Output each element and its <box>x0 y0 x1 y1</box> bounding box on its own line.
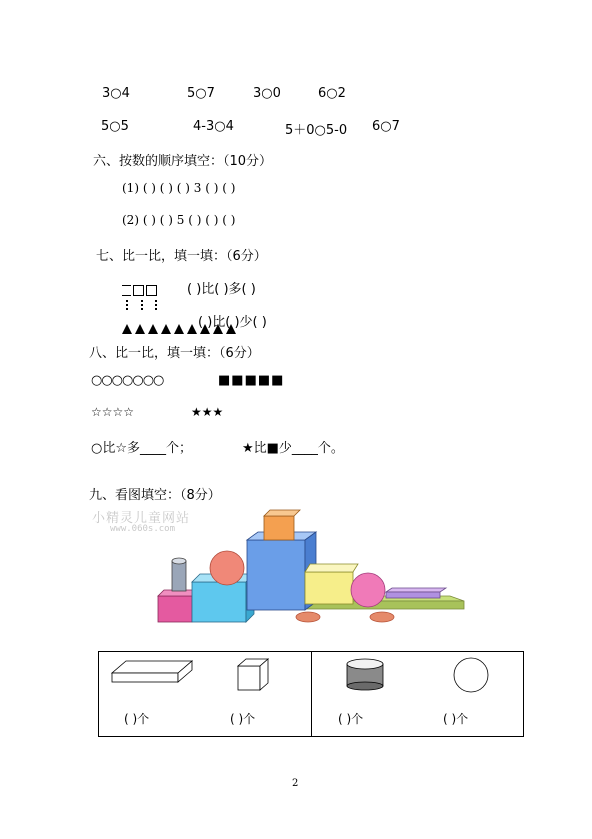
section-6-title: 六、按数的顺序填空：（10分） <box>93 154 273 169</box>
compare-item: 5＋0○5-0 <box>285 123 348 138</box>
fill-stars-squares: ★比■少____个。 <box>242 441 344 456</box>
cylinder-icon <box>347 659 383 690</box>
triangle-icon <box>174 324 184 334</box>
answer-cuboid: ( )个 <box>124 712 150 726</box>
watermark-url: www.060s.com <box>110 524 176 534</box>
pink-cube <box>158 596 192 622</box>
dotted-line <box>126 300 128 312</box>
tall-box <box>247 540 305 610</box>
cyan-cube <box>192 582 246 622</box>
triangle-icon <box>148 324 158 334</box>
section-7-title: 七、比一比，填一填：（6分） <box>96 249 267 264</box>
yellow-box <box>305 572 353 604</box>
section-8-title: 八、比一比，填一填：（6分） <box>89 346 260 361</box>
triangle-icon <box>161 324 171 334</box>
dotted-line <box>141 300 143 312</box>
compare-item: 4-3○4 <box>193 119 234 134</box>
blocks-illustration <box>150 508 470 628</box>
sequence-line-2: (2) ( ) ( ) 5 ( ) ( ) ( ) <box>122 213 236 227</box>
answer-sphere: ( )个 <box>443 712 469 726</box>
black-stars-row: ★★★ <box>191 405 224 419</box>
page-number: 2 <box>292 778 299 789</box>
sphere-icon <box>454 658 488 692</box>
triangle-icon <box>122 324 132 334</box>
fill-less: ( )比( )少( ) <box>198 315 267 330</box>
roller <box>296 612 320 622</box>
small-cube <box>264 516 294 540</box>
compare-item: 3○0 <box>253 86 281 101</box>
squares-row <box>122 280 159 299</box>
compare-item: 3○4 <box>102 86 130 101</box>
watermark: 小精灵儿童网站 <box>92 511 191 526</box>
sphere <box>210 551 244 585</box>
answer-cube: ( )个 <box>230 712 256 726</box>
cuboid-icon <box>112 661 192 682</box>
fill-more: ( )比( )多( ) <box>187 282 256 297</box>
compare-item: 5○5 <box>101 119 129 134</box>
square-icon <box>133 285 144 296</box>
cube-icon <box>238 659 268 690</box>
answer-cylinder: ( )个 <box>338 712 364 726</box>
section-9-title: 九、看图填空：（8分） <box>89 488 221 503</box>
compare-item: 6○2 <box>318 86 346 101</box>
square-icon <box>122 285 131 296</box>
triangle-icon <box>187 324 197 334</box>
sphere <box>351 573 385 607</box>
white-stars-row: ☆☆☆☆ <box>91 405 135 419</box>
cylinder <box>172 561 186 591</box>
dotted-line <box>155 300 157 312</box>
flat-block <box>386 588 446 592</box>
sequence-line-1: (1) ( ) ( ) ( ) 3 ( ) ( ) <box>122 181 236 195</box>
fill-circles-stars: ○比☆多____个； <box>91 441 192 456</box>
triangle-icon <box>135 324 145 334</box>
circles-row: ○○○○○○○ <box>91 373 164 388</box>
black-squares-row: ■■■■■ <box>218 373 285 388</box>
roller <box>370 612 394 622</box>
square-icon <box>146 285 157 296</box>
compare-item: 6○7 <box>372 119 400 134</box>
compare-item: 5○7 <box>187 86 215 101</box>
